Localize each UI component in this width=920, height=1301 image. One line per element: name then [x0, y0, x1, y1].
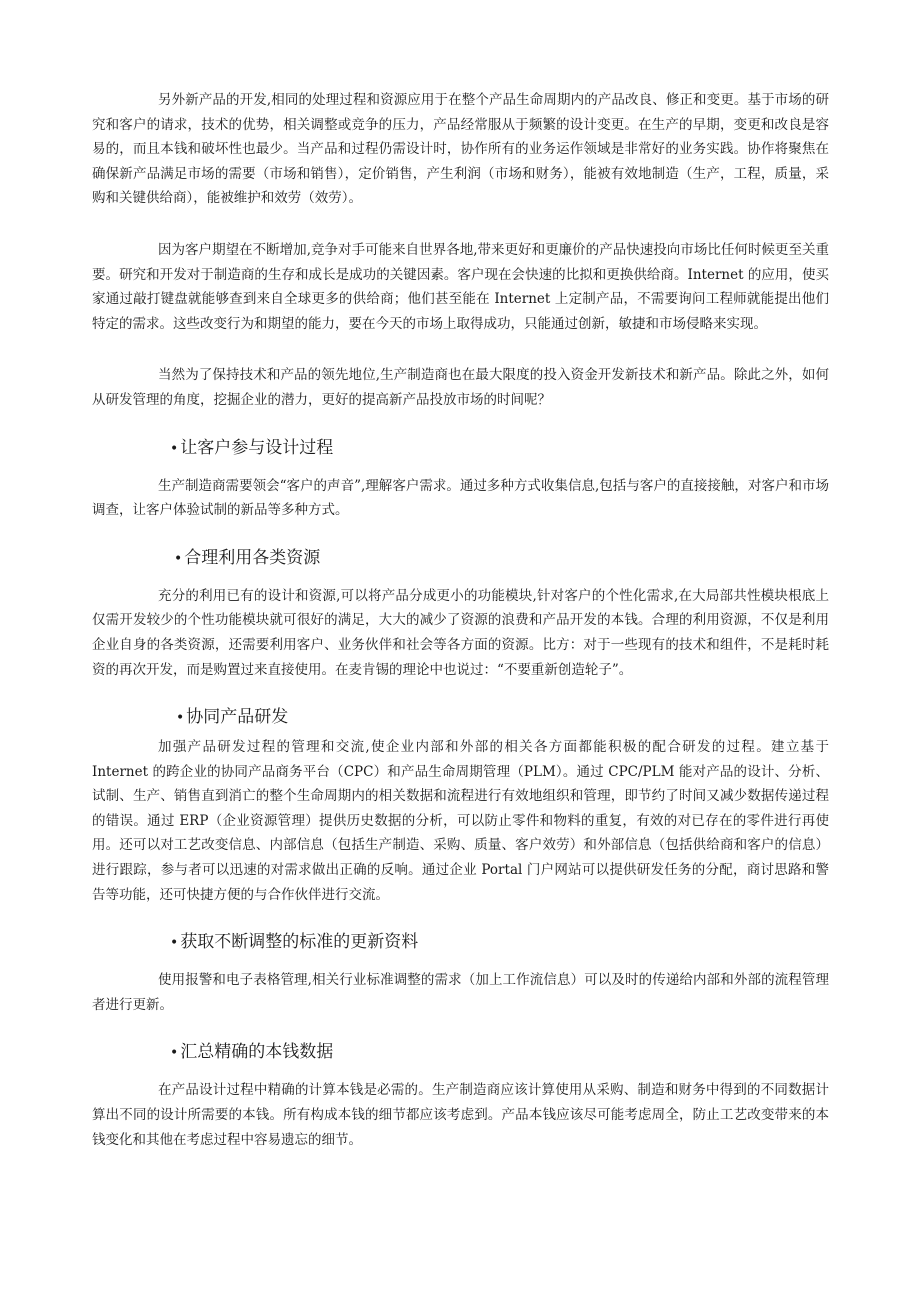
heading-text: 协同产品研发 [186, 707, 289, 728]
heading-text: 获取不断调整的标准的更新资料 [180, 932, 419, 953]
paragraph-resource-modules: 充分的利用已有的设计和资源,可以将产品分成更小的功能模块,针对客户的个性化需求,在大局部共性模块根底上仅需开发较少的个性功能模块就可很好的满足，大大的减少了资源的浪费和产品开发的本钱。合理的利用资源，不仅是利用企业自身的各类资源，还需要利用客户、业务伙伴和社会等各方面的资源。比方：对于一些现有的技术和组件，不是耗时耗资的再次开发，而是购置过来直接使用。在麦肯锡的理论中也说过：“不要重新创造轮子”。 [92, 587, 829, 678]
bullet-icon: • [170, 935, 179, 952]
heading-cost-data [92, 1039, 829, 1066]
paragraph-alerts-spreadsheets: 使用报警和电子表格管理,相关行业标准调整的需求（加上工作流信息）可以及时的传递给内部和外部的流程管理者进行更新。 [92, 972, 829, 1013]
paragraph-technology-leadership: 当然为了保持技术和产品的领先地位,生产制造商也在最大限度的投入资金开发新技术和新产品。除此之外，如何从研发管理的角度，挖掘企业的潜力，更好的提高新产品投放市场的时间呢？ [92, 367, 829, 408]
heading-text: 让客户参与设计过程 [180, 437, 334, 458]
heading-text: 汇总精确的本钱数据 [180, 1042, 334, 1063]
bullet-icon: • [176, 710, 185, 727]
paragraph-cost-calculation: 在产品设计过程中精确的计算本钱是必需的。生产制造商应该计算使用从采购、制造和财务中得到的不同数据计算出不同的设计所需要的本钱。所有构成本钱的细节都应该考虑到。产品本钱应该尽可能考虑周全，防止工艺改变带来的本钱变化和其他在考虑过程中容易遗忘的细节。 [92, 1082, 829, 1148]
bullet-icon: • [170, 440, 179, 457]
paragraph-cpc-plm: 加强产品研发过程的管理和交流,使企业内部和外部的相关各方面都能积极的配合研发的过程。建立基于 Internet 的跨企业的协同产品商务平台（CPC）和产品生命周期管理（PLM）。通过 CPC/PLM 能对产品的设计、分析、试制、生产、销售直到消亡的整个生命周期内的相关数据和流程进行有效地组织和管理，即节约了时间又减少数据传递过程的错误。通过 ERP（企业资源管理）提供历史数据的分析，可以防止零件和物料的重复，有效的对已存在的零件进行再使用。还可以对工艺改变信息、内部信息（包括生产制造、采购、质量、客户效劳）和外部信息（包括供给商和客户的信息）进行跟踪，参与者可以迅速的对需求做出正确的反响。通过企业 Portal 门户网站可以提供研发任务的分配，商讨思路和警告等功能，还可快捷方便的与合作伙伴进行交流。 [92, 739, 829, 903]
heading-resource-utilization [92, 545, 829, 572]
paragraph-customer-expectations: 因为客户期望在不断增加,竞争对手可能来自世界各地,带来更好和更廉价的产品快速投向市场比任何时候更至关重要。研究和开发对于制造商的生存和成长是成功的关键因素。客户现在会快速的比拟和更换供给商。Internet 的应用，使买家通过敲打键盘就能够查到来自全球更多的供给商；他们甚至能在 Internet 上定制产品，不需要询问工程师就能提出他们特定的需求。这些改变行为和期望的能力，要在今天的市场上取得成功，只能通过创新，敏捷和市场侵略来实现。 [92, 241, 829, 332]
paragraph-product-lifecycle: 另外新产品的开发,相同的处理过程和资源应用于在整个产品生命周期内的产品改良、修正和变更。基于市场的研究和客户的请求，技术的优势，相关调整或竞争的压力，产品经常服从于频繁的设计变更。在生产的早期，变更和改良是容易的，而且本钱和破坏性也最少。当产品和过程仍需设计时，协作所有的业务运作领域是非常好的业务实践。协作将聚焦在确保新产品满足市场的需要（市场和销售），定价销售，产生利润（市场和财务），能被有效地制造（生产，工程，质量，采购和关键供给商），能被维护和效劳（效劳）。 [92, 92, 829, 207]
heading-standard-updates [92, 929, 829, 956]
heading-text: 合理利用各类资源 [184, 547, 321, 568]
bullet-icon: • [174, 550, 183, 567]
document-page [92, 88, 829, 1152]
heading-collaborative-rd [92, 704, 829, 731]
paragraph-voice-of-customer: 生产制造商需要领会“客户的声音”,理解客户需求。通过多种方式收集信息,包括与客户的直接接触，对客户和市场调查，让客户体验试制的新品等多种方式。 [92, 477, 829, 519]
bullet-icon: • [170, 1045, 179, 1062]
heading-customer-participation [92, 435, 829, 462]
